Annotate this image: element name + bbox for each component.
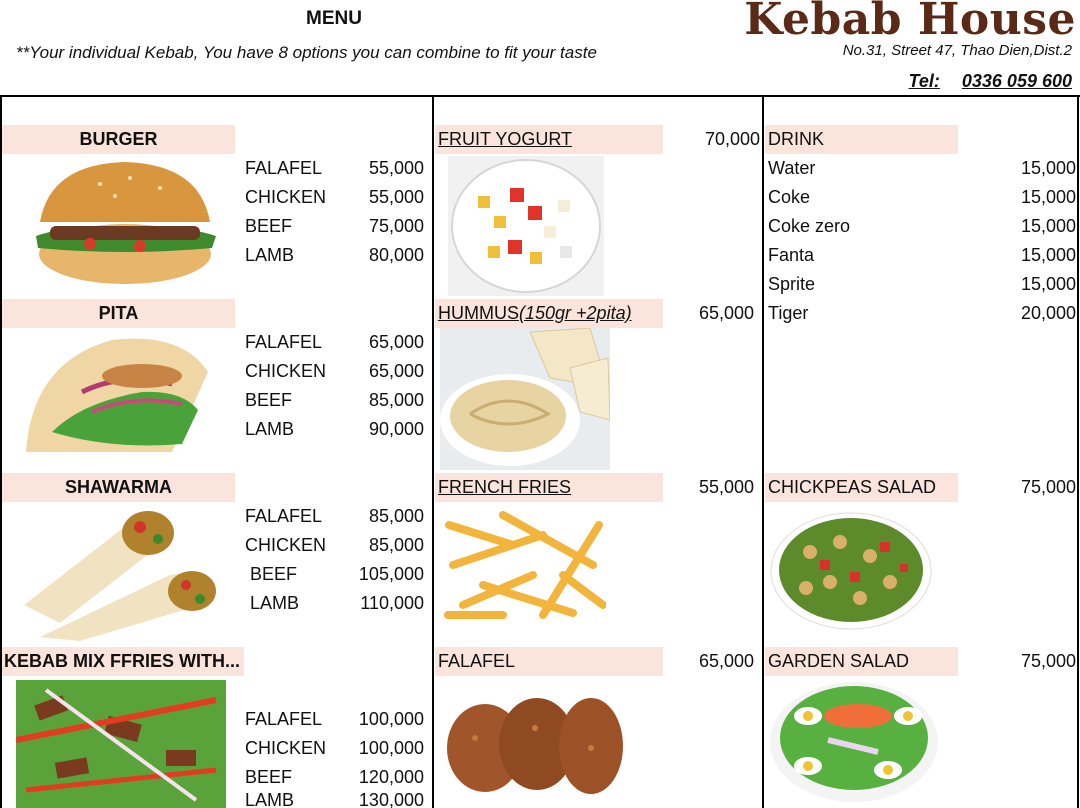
pita-item-label: CHICKEN: [245, 361, 327, 381]
burger-item-price: 80,000: [368, 245, 424, 265]
fruit-yogurt-image: [448, 156, 604, 296]
pita-item-price: 90,000: [368, 419, 424, 439]
tel-number: 0336 059 600: [961, 71, 1072, 91]
drink-item-label: Water: [768, 158, 816, 178]
kebab-mix-item-label: BEEF: [245, 767, 293, 787]
drink-item-price: 15,000: [1020, 274, 1076, 294]
burger-item-label: BEEF: [245, 216, 293, 236]
tagline: **Your individual Kebab, You have 8 options you can combine to fit your taste: [16, 43, 597, 62]
garden-salad-image: [768, 676, 940, 804]
shawarma-image: [20, 505, 220, 643]
pita-item-label: LAMB: [245, 419, 295, 439]
falafel-image: [445, 688, 623, 800]
section-header-fruit-yogurt: FRUIT YOGURT: [435, 125, 663, 154]
chickpeas-salad-price: 75,000: [1020, 477, 1076, 497]
drink-item-label: Coke zero: [768, 216, 851, 236]
drink-item-label: Sprite: [768, 274, 816, 294]
section-header-kebab-mix: KEBAB MIX FFRIES WITH...: [2, 647, 244, 676]
burger-item-price: 55,000: [368, 187, 424, 207]
kebab-mix-item-price: 120,000: [358, 767, 424, 787]
section-header-chickpeas-salad: CHICKPEAS SALAD: [765, 473, 958, 502]
drink-item-price: 15,000: [1020, 158, 1076, 178]
header-divider: [0, 95, 1080, 97]
fruit-yogurt-price: 70,000: [704, 129, 760, 149]
kebab-mix-image: [16, 680, 226, 808]
shawarma-item-label: BEEF: [245, 564, 298, 584]
french-fries-price: 55,000: [698, 477, 754, 497]
shawarma-item-price: 105,000: [358, 564, 424, 584]
section-header-falafel: FALAFEL: [435, 647, 663, 676]
hummus-portion: (150gr +2pita): [519, 303, 632, 323]
garden-salad-price: 75,000: [1020, 651, 1076, 671]
drink-item-price: 15,000: [1020, 245, 1076, 265]
drink-item-label: Coke: [768, 187, 811, 207]
burger-item-price: 55,000: [368, 158, 424, 178]
column-divider-2: [762, 95, 764, 808]
pita-item-price: 65,000: [368, 361, 424, 381]
burger-item-label: CHICKEN: [245, 187, 327, 207]
pita-item-price: 85,000: [368, 390, 424, 410]
left-border: [0, 95, 2, 808]
french-fries-image: [443, 505, 606, 625]
drink-item-label: Fanta: [768, 245, 815, 265]
menu-title: MENU: [306, 8, 362, 29]
falafel-price: 65,000: [698, 651, 754, 671]
burger-item-price: 75,000: [368, 216, 424, 236]
kebab-mix-item-price: 100,000: [358, 738, 424, 758]
pita-item-label: FALAFEL: [245, 332, 323, 352]
burger-image: [30, 156, 220, 296]
kebab-mix-item-label: LAMB: [245, 790, 295, 808]
shawarma-item-label: FALAFEL: [245, 506, 323, 526]
section-header-pita: PITA: [2, 299, 235, 328]
telephone: [909, 71, 1072, 92]
shawarma-item-price: 85,000: [368, 535, 424, 555]
drink-item-price: 15,000: [1020, 216, 1076, 236]
shawarma-item-label: CHICKEN: [245, 535, 327, 555]
shawarma-item-price: 110,000: [360, 593, 424, 613]
column-divider-1: [432, 95, 434, 808]
section-header-garden-salad: GARDEN SALAD: [765, 647, 958, 676]
hummus-price: 65,000: [698, 303, 754, 323]
kebab-mix-item-price: 130,000: [358, 790, 424, 808]
address: No.31, Street 47, Thao Dien,Dist.2: [842, 42, 1072, 59]
hummus-title: HUMMUS: [438, 303, 519, 323]
drink-item-price: 20,000: [1020, 303, 1076, 323]
right-border: [1077, 95, 1079, 808]
section-header-french-fries: FRENCH FRIES: [435, 473, 663, 502]
kebab-mix-item-label: CHICKEN: [245, 738, 327, 758]
burger-item-label: LAMB: [245, 245, 295, 265]
drink-item-label: Tiger: [768, 303, 809, 323]
pita-item-label: BEEF: [245, 390, 293, 410]
section-header-hummus: [435, 299, 663, 328]
pita-image: [22, 332, 212, 468]
tel-label: Tel:: [908, 71, 940, 91]
pita-item-price: 65,000: [368, 332, 424, 352]
kebab-mix-item-label: FALAFEL: [245, 709, 323, 729]
chickpeas-salad-image: [770, 512, 932, 630]
section-header-burger: BURGER: [2, 125, 235, 154]
shawarma-item-price: 85,000: [368, 506, 424, 526]
kebab-mix-item-price: 100,000: [358, 709, 424, 729]
burger-item-label: FALAFEL: [245, 158, 323, 178]
brand-logo: Kebab House: [744, 0, 1076, 45]
hummus-image: [440, 328, 610, 470]
drink-item-price: 15,000: [1020, 187, 1076, 207]
section-header-drink: DRINK: [765, 125, 958, 154]
shawarma-item-label: LAMB: [245, 593, 300, 613]
section-header-shawarma: SHAWARMA: [2, 473, 235, 502]
